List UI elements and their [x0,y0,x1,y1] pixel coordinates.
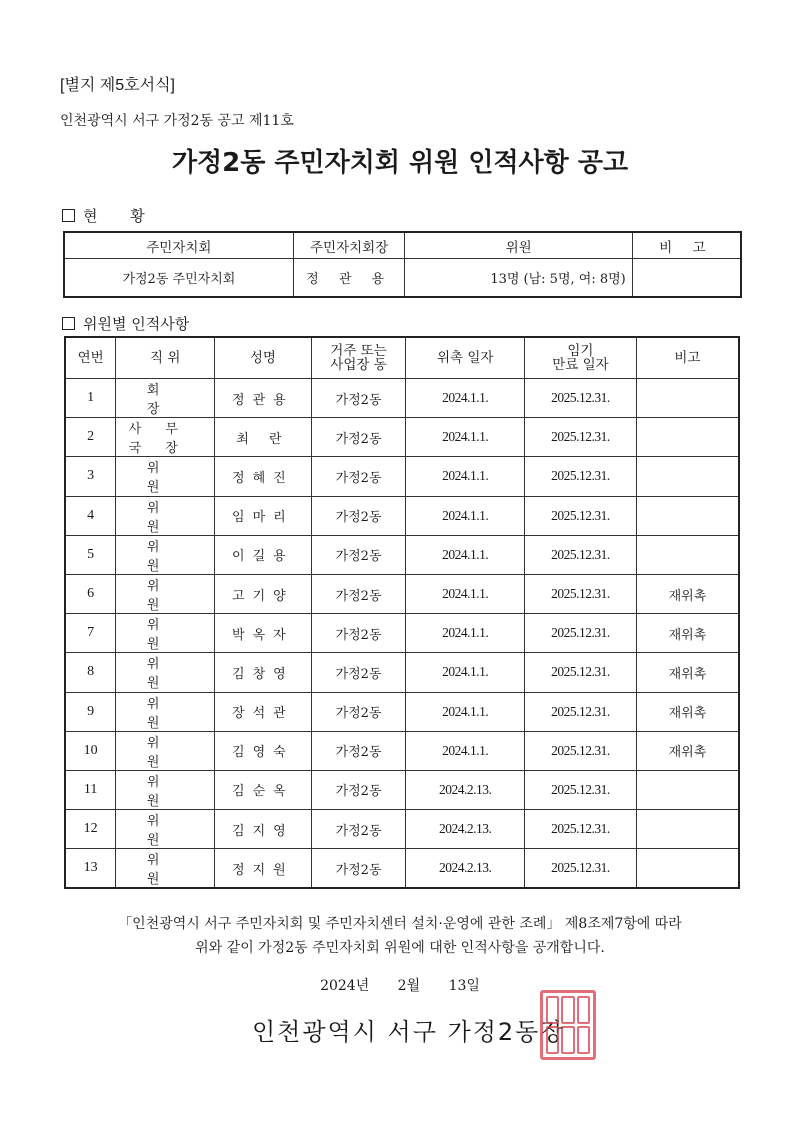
col-term-line1: 임기 [567,343,594,359]
row-number: 10 [65,731,116,770]
row-dong: 가정2동 [311,849,406,889]
row-remarks [636,810,739,849]
table-row [65,614,739,653]
row-position: 위 원 [116,770,215,809]
col-remarks: 비 고 [632,232,741,259]
official-seal-icon [540,990,596,1060]
row-appointed-date: 2024.1.1. [406,653,525,692]
row-name: 임마리 [215,496,312,535]
row-dong: 가정2동 [311,535,406,574]
row-dong: 가정2동 [311,810,406,849]
row-appointed-date: 2024.1.1. [406,379,525,418]
row-expiry-date: 2025.12.31. [525,849,637,889]
table-row [65,457,739,496]
chair-name: 정 관 용 [293,259,405,298]
row-position: 위 원 [116,653,215,692]
table-row [65,810,739,849]
row-remarks [636,770,739,809]
col-residence [311,337,406,379]
row-number: 2 [65,418,116,457]
row-dong: 가정2동 [311,496,406,535]
row-name: 정지원 [215,849,312,889]
table-row [65,653,739,692]
table-row [65,379,739,418]
col-members: 위원 [405,232,632,259]
row-dong: 가정2동 [311,457,406,496]
col-no: 연번 [65,337,116,379]
row-position: 위 원 [116,574,215,613]
legal-basis-line1: 「인천광역시 서구 주민자치회 및 주민자치센터 설치·운영에 관한 조례」 제8조제7항에 따라 [118,916,682,932]
legal-basis [0,912,800,960]
row-position: 위 원 [116,535,215,574]
member-count: 13명 (남: 5명, 여: 8명) [405,259,632,298]
col-council: 주민자치회 [64,232,293,259]
row-name: 고기양 [215,574,312,613]
row-remarks: 재위촉 [636,731,739,770]
row-remarks [636,496,739,535]
row-remarks [636,418,739,457]
row-expiry-date: 2025.12.31. [525,614,637,653]
row-number: 9 [65,692,116,731]
row-remarks [636,849,739,889]
row-position: 사무국장 [116,418,215,457]
row-expiry-date: 2025.12.31. [525,810,637,849]
members-table-body [65,379,739,889]
row-dong: 가정2동 [311,653,406,692]
col-position: 직 위 [116,337,215,379]
col-residence-line2: 사업장 동 [330,357,387,373]
row-appointed-date: 2024.1.1. [406,731,525,770]
row-expiry-date: 2025.12.31. [525,535,637,574]
col-term-line2: 만료 일자 [552,357,609,373]
row-expiry-date: 2025.12.31. [525,379,637,418]
row-appointed-date: 2024.2.13. [406,770,525,809]
row-number: 8 [65,653,116,692]
row-name: 장석관 [215,692,312,731]
row-name: 김지영 [215,810,312,849]
notice-date: 2024년 2월 13일 [320,978,480,994]
section-label: 위원별 인적사항 [83,315,190,333]
row-appointed-date: 2024.1.1. [406,692,525,731]
col-residence-line1: 거주 또는 [330,343,387,359]
row-name: 김순옥 [215,770,312,809]
table-row [65,692,739,731]
section-label: 현 황 [83,207,159,225]
row-appointed-date: 2024.2.13. [406,810,525,849]
row-number: 6 [65,574,116,613]
row-appointed-date: 2024.1.1. [406,535,525,574]
form-label: [별지 제5호서식] [60,77,175,94]
col-name: 성명 [215,337,312,379]
row-expiry-date: 2025.12.31. [525,731,637,770]
row-appointed-date: 2024.1.1. [406,418,525,457]
row-remarks [636,379,739,418]
table-row [65,574,739,613]
status-header-row [64,232,741,259]
row-expiry-date: 2025.12.31. [525,692,637,731]
status-section-heading [62,205,159,226]
row-name: 최 란 [215,418,312,457]
row-expiry-date: 2025.12.31. [525,574,637,613]
table-row [65,770,739,809]
row-expiry-date: 2025.12.31. [525,653,637,692]
row-remarks [636,535,739,574]
row-position: 회 장 [116,379,215,418]
signer: 인천광역시 서구 가정2동장 [252,1018,566,1046]
col-remarks: 비고 [636,337,739,379]
page-title: 가정2동 주민자치회 위원 인적사항 공고 [171,148,629,178]
col-chair: 주민자치회장 [293,232,405,259]
row-dong: 가정2동 [311,731,406,770]
col-appointed: 위촉 일자 [406,337,525,379]
row-dong: 가정2동 [311,574,406,613]
row-dong: 가정2동 [311,770,406,809]
row-expiry-date: 2025.12.31. [525,418,637,457]
row-appointed-date: 2024.1.1. [406,457,525,496]
status-row [64,259,741,298]
row-name: 이길용 [215,535,312,574]
row-number: 1 [65,379,116,418]
row-expiry-date: 2025.12.31. [525,457,637,496]
row-remarks: 재위촉 [636,614,739,653]
row-number: 13 [65,849,116,889]
table-row [65,849,739,889]
row-remarks: 재위촉 [636,692,739,731]
row-remarks: 재위촉 [636,653,739,692]
row-name: 김영숙 [215,731,312,770]
members-table [64,336,740,889]
row-position: 위 원 [116,731,215,770]
row-number: 12 [65,810,116,849]
row-name: 박옥자 [215,614,312,653]
row-dong: 가정2동 [311,418,406,457]
row-number: 7 [65,614,116,653]
row-position: 위 원 [116,496,215,535]
table-row [65,418,739,457]
members-section-heading [62,313,189,334]
row-expiry-date: 2025.12.31. [525,496,637,535]
row-position: 위 원 [116,810,215,849]
row-appointed-date: 2024.1.1. [406,614,525,653]
council-name: 가정2동 주민자치회 [64,259,293,298]
row-number: 4 [65,496,116,535]
row-dong: 가정2동 [311,614,406,653]
row-number: 11 [65,770,116,809]
row-expiry-date: 2025.12.31. [525,770,637,809]
row-dong: 가정2동 [311,692,406,731]
col-term [525,337,637,379]
legal-basis-line2: 위와 같이 가정2동 주민자치회 위원에 대한 인적사항을 공개합니다. [195,940,605,956]
row-remarks: 재위촉 [636,574,739,613]
row-position: 위 원 [116,614,215,653]
row-remarks [636,457,739,496]
row-appointed-date: 2024.1.1. [406,496,525,535]
checkbox-square-icon [62,209,75,222]
row-position: 위 원 [116,457,215,496]
row-name: 김창영 [215,653,312,692]
status-table [63,231,742,298]
row-dong: 가정2동 [311,379,406,418]
row-number: 3 [65,457,116,496]
table-row [65,496,739,535]
checkbox-square-icon [62,317,75,330]
row-name: 정관용 [215,379,312,418]
notice-number: 인천광역시 서구 가정2동 공고 제11호 [60,113,294,129]
row-name: 정혜진 [215,457,312,496]
row-appointed-date: 2024.1.1. [406,574,525,613]
table-row [65,731,739,770]
status-remarks [632,259,741,298]
row-number: 5 [65,535,116,574]
row-appointed-date: 2024.2.13. [406,849,525,889]
row-position: 위 원 [116,692,215,731]
row-position: 위 원 [116,849,215,889]
members-header-row [65,337,739,379]
table-row [65,535,739,574]
